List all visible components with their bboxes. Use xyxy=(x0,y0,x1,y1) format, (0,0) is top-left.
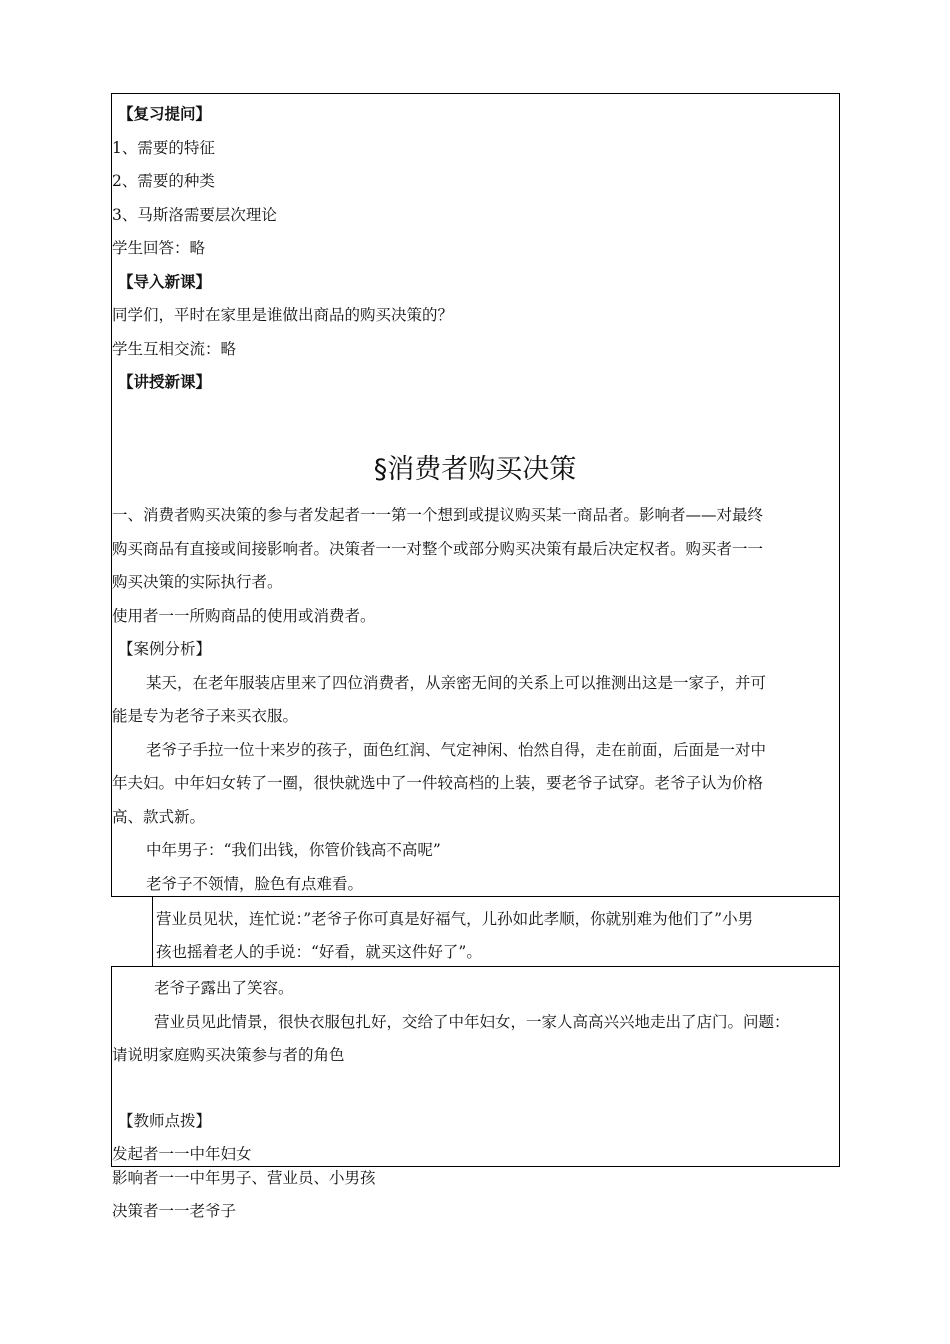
lesson-title: §消费者购买决策 xyxy=(373,454,577,485)
part1-line-4: 使用者一一所购商品的使用或消费者。 xyxy=(112,607,376,625)
case-para1-line-2: 能是专为老爷子来买衣服。 xyxy=(112,707,299,725)
review-item-2: 2、需要的种类 xyxy=(112,172,215,190)
part1-line-1: 一、消费者购买决策的参与者发起者一一第一个想到或提议购买某一商品者。影响者——对最终 xyxy=(112,506,764,524)
teacher-decider: 决策者一一老爷子 xyxy=(112,1202,237,1220)
review-heading: 【复习提问】 xyxy=(118,104,212,123)
case-clerk-line-1: 营业员见状，连忙说：”老爷子你可真是好福气，儿孙如此孝顺，你就别难为他们了”小男 xyxy=(156,910,754,928)
part1-line-2: 购买商品有直接或间接影响者。决策者一一对整个或部分购买决策有最后决定权者。购买者一一 xyxy=(112,540,764,558)
case-quote-2: 老爷子不领情，脸色有点难看。 xyxy=(146,875,364,893)
case-para2-line-3: 高、款式新。 xyxy=(112,808,206,826)
review-item-3: 3、马斯洛需要层次理论 xyxy=(112,206,277,224)
review-item-1: 1、需要的特征 xyxy=(112,139,215,157)
intro-heading: 【导入新课】 xyxy=(118,272,212,291)
case-end-line-1: 营业员见此情景，很快衣服包扎好，交给了中年妇女，一家人高高兴兴地走出了店门。问题： xyxy=(154,1013,790,1031)
case-smile: 老爷子露出了笑容。 xyxy=(154,979,294,997)
case-para1-line-1: 某天，在老年服装店里来了四位消费者，从亲密无间的关系上可以推测出这是一家子，并可 xyxy=(146,674,767,692)
case-para2-line-1: 老爷子手拉一位十来岁的孩子，面色红润、气定神闲、怡然自得，走在前面，后面是一对中 xyxy=(146,741,767,759)
intro-answer: 学生互相交流：略 xyxy=(112,340,237,358)
teacher-initiator: 发起者一一中年妇女 xyxy=(112,1145,252,1163)
review-answer: 学生回答：略 xyxy=(112,239,206,257)
case-quote-1: 中年男子：“我们出钱，你管价钱高不高呢” xyxy=(146,841,441,859)
teach-heading: 【讲授新课】 xyxy=(118,372,212,391)
teacher-heading: 【教师点拨】 xyxy=(118,1112,212,1130)
part1-line-3: 购买决策的实际执行者。 xyxy=(112,573,283,591)
case-end-line-2: 请说明家庭购买决策参与者的角色 xyxy=(112,1046,345,1064)
intro-question: 同学们，平时在家里是谁做出商品的购买决策的？ xyxy=(112,306,454,324)
case-heading: 【案例分析】 xyxy=(118,640,212,658)
case-para2-line-2: 年夫妇。中年妇女转了一圈，很快就选中了一件较高档的上装，要老爷子试穿。老爷子认为价格 xyxy=(112,774,764,792)
teacher-influencer: 影响者一一中年男子、营业员、小男孩 xyxy=(112,1169,376,1187)
case-clerk-line-2: 孩也摇着老人的手说：“好看，就买这件好了”。 xyxy=(156,943,482,961)
